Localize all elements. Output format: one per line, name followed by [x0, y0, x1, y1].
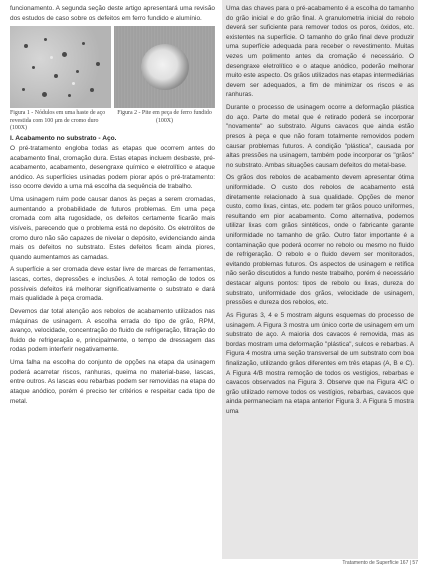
nodule-mark — [72, 82, 75, 85]
nodule-mark — [24, 44, 28, 48]
body-paragraph: Uma das chaves para o pré-acabamento é a escolha do tamanho do grão inicial e do grão final. A granulometria inicial do rebolo deverá ser suficiente para remover todos os poros, óxidos, etc. existentes na superfície. O tamanho do grão final deve produzir uma superfície adequada para receber o revestimento. Muitas vezes um polimento antes da cromação é necessário. O desengraxe eletrolítico e o ataque anódico, poderão melhorar muito este aspecto. Os grãos utilizados nas etapas intermediárias devem ser adequados, a fim de minimizar os riscos e as ranhuras. — [226, 5, 414, 99]
nodule-mark — [96, 62, 100, 66]
nodule-mark — [54, 74, 58, 78]
nodule-mark — [68, 94, 71, 97]
pit-mark — [141, 44, 189, 90]
body-paragraph: A superfície a ser cromada deve estar livre de marcas de ferramentas, lascas, cortes, depressões e inclusões. A total remoção de todos os possíveis defeitos irá melhorar significativamente o substrato e dará mais qualidade à peça cromada. — [10, 266, 215, 303]
right-column — [222, 0, 418, 559]
body-paragraph: Devemos dar total atenção aos rebolos de acabamento utilizados nas máquinas de usinagem. A escolha errada do tipo de grão, RPM, avanço, velocidade, concentração do fluido de refrigeração, filtração do fluido de refrigeração e, principalmente, o tempo de dressagem das rodas podem interferir negativamente. — [10, 308, 215, 354]
left-column — [10, 0, 215, 559]
nodule-mark — [44, 38, 47, 41]
body-paragraph: Uma falha na escolha do conjunto de opções na etapa da usinagem poderá acarretar riscos, ranhuras, queima no material-base, lascas, entre outros. As lascas eou rebarbas podem ser removidas na etapa do ataque anódico, porém é preciso ter critérios e respeitar cada tipo de metal. — [10, 359, 215, 405]
nodule-mark — [90, 88, 94, 92]
figure-2-caption: Figura 2 - Pite em peça de ferro fundido (100X) — [117, 110, 212, 124]
figure-2-image — [114, 26, 215, 108]
intro-paragraph: funcionamento. A segunda seção deste artigo apresentará uma revisão dos estudos de caso sobre os defeitos em ferro fundido e alumínio. — [10, 5, 215, 22]
nodule-mark — [50, 56, 53, 59]
figure-1-image — [10, 26, 111, 108]
body-paragraph: O pré-tratamento engloba todas as etapas que ocorrem antes do acabamento final, cromação dura. Estas etapas incluem desbaste, pré-acabamento, acabamento, desengraxe químico e eletrolítico e ataque anódico. As superfícies usinadas podem piorar após o pré-tratamento: isso ocorre devido a uma má escolha da sequência de trabalho. — [10, 144, 215, 191]
nodule-mark — [62, 52, 67, 57]
body-paragraph: As Figuras 3, 4 e 5 mostram alguns esquemas do processo de usinagem. A Figura 3 mostra um único corte de usinagem em um substrato de aço. A maioria dos cavacos é removida, mas as bordas mostram uma deformação "plástica", sulcos e rebarbas. A Figura 4 mostra uma seção transversal de um substrato com boa finalização, utilizando grãos diferentes em três etapas (A, B e C). A Figura 4/B mostra remoção de todos os vestígios, rebarbas e cavacos observados na Figura 3. Observe que na Figura 4/C o grão utilizado remove todos os vestígios, rebarbas, cavacos que ainda permaneciam na etapa anterior Figura 3. A Figura 5 mostra uma — [226, 311, 414, 415]
figure-1-caption: Figura 1 - Nódulos em uma haste de aço revestida com 100 µm de cromo duro (100X) — [10, 110, 106, 131]
nodule-mark — [82, 42, 85, 45]
nodule-mark — [32, 66, 35, 69]
nodule-mark — [76, 70, 79, 73]
nodule-mark — [22, 88, 25, 91]
section-heading: I. Acabamento no substrato - Aço. — [10, 134, 117, 142]
figure-row — [10, 26, 215, 132]
nodule-mark — [42, 92, 47, 97]
page-footer: Tratamento de Superfície 167 | 57 — [342, 560, 418, 566]
figure-2 — [114, 26, 215, 132]
body-paragraph: Os grãos dos rebolos de acabamento devem apresentar ótima uniformidade. O custo dos rebolos de acabamento está diretamente relacionado à sua qualidade. Opções de menor custo, como lixas, cintas, etc. podem ter grãos pouco uniformes, resultando em pior acabamento. Como alternativa, podemos utilizar lixas com grãos sintéticos, onde o fabricante garante uniformidade no tamanho de grão. Outro fator importante é a contaminação que poderá ocorrer no rebolo ou mesmo no fluido de refrigeração. O rebolo e o fluido devem ser monitorados, evitando problemas futuros. Os aspectos de usinagem e retífica não serão discutidos a fundo neste trabalho, porém é necessário destacar alguns pontos: tipos de rebolo ou lixas, dureza do substrato, uniformidade dos grãos, velocidade de usinagem, pressões e dureza dos rebolos, etc. — [226, 174, 414, 307]
figure-1 — [10, 26, 111, 132]
body-paragraph: Uma usinagem ruim pode causar danos às peças a serem cromadas, aumentando a probabilidade de futuros problemas. Em uma peça cromada com alta rugosidade, os defeitos certamente ficarão mais visíveis, parecendo que o problema está no depósito. Os eletrólitos de cromo duro não são capazes de nivelar o depósito, evidenciando ainda mais os defeitos no substrato. Estes defeitos ficam ainda piores, quando aumentamos as camadas. — [10, 196, 215, 261]
body-paragraph: Durante o processo de usinagem ocorre a deformação plástica do aço. Parte do metal que é retirado poderá se incorporar "novamente" ao substrato. Alguns cavacos que ainda estão presos à peça e que não foram totalmente removidos podem causar problemas futuros. A condição "plástica", causada por altas pressões na usinagem, também pode incorporar os "grãos" no substrato. Ambas situações causam defeitos do metal-base. — [226, 104, 414, 169]
